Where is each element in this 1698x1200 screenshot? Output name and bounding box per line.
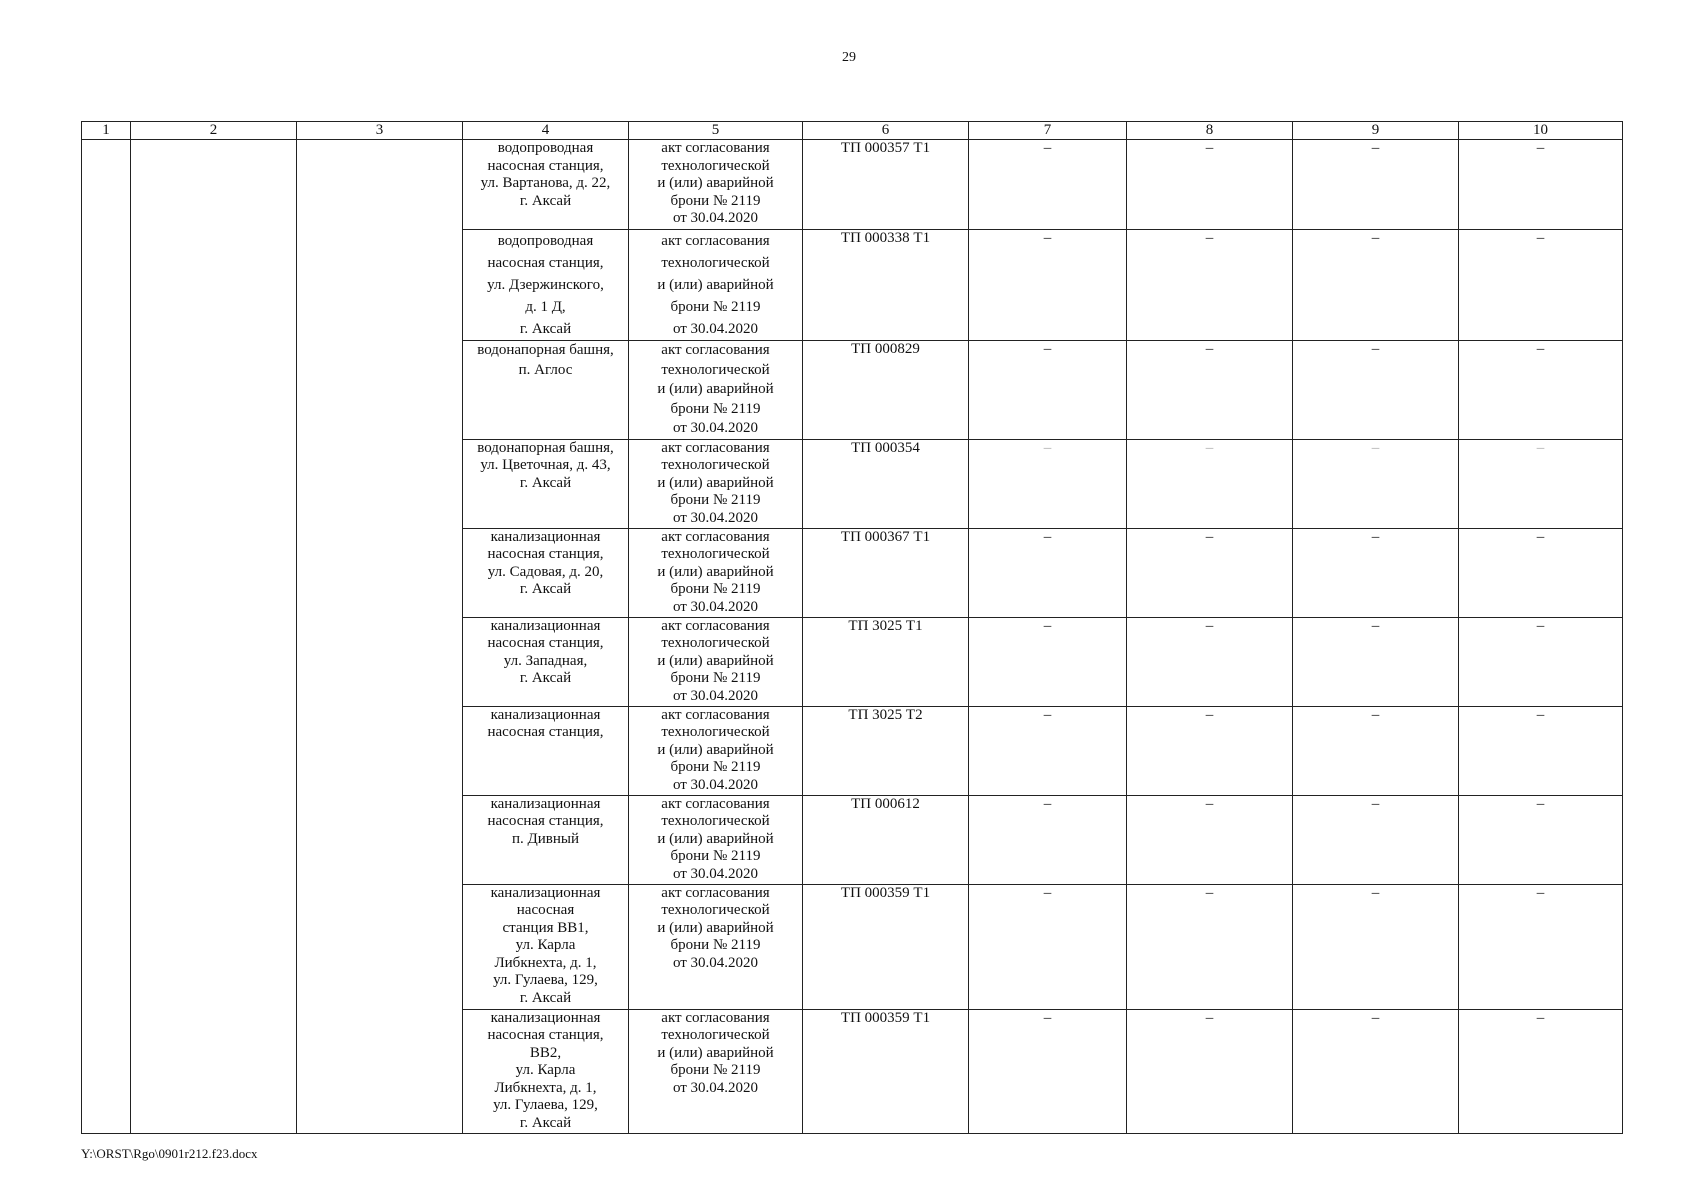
col7-cell xyxy=(969,617,1127,706)
substation-id: ТП 000359 Т1 xyxy=(840,1009,931,1026)
col8-value: – xyxy=(1205,617,1214,634)
col7-value: – xyxy=(1043,140,1052,156)
document-cell xyxy=(629,341,803,440)
col9-cell xyxy=(1293,341,1459,440)
col10-cell xyxy=(1459,884,1623,1009)
col9-value: – xyxy=(1371,617,1380,634)
substation-cell xyxy=(803,439,969,528)
column-header-10: 10 xyxy=(1459,122,1623,140)
col9-cell xyxy=(1293,1009,1459,1133)
col10-value: – xyxy=(1536,439,1545,456)
col10-cell xyxy=(1459,230,1623,341)
col9-cell xyxy=(1293,617,1459,706)
object-name: водопроводная насосная станция, ул. Вартанова, д. 22, г. Аксай xyxy=(480,140,611,209)
object-cell xyxy=(463,884,629,1009)
col10-cell xyxy=(1459,617,1623,706)
document-cell xyxy=(629,528,803,617)
col10-cell xyxy=(1459,439,1623,528)
col8-value: – xyxy=(1205,230,1214,246)
document-text: акт согласования технологической и (или) аварийной брони № 2119 от 30.04.2020 xyxy=(657,1009,774,1096)
col9-cell xyxy=(1293,528,1459,617)
column-header-4: 4 xyxy=(463,122,629,140)
col8-value: – xyxy=(1205,706,1214,723)
substation-cell xyxy=(803,1009,969,1133)
col8-cell xyxy=(1127,1009,1293,1133)
col8-cell xyxy=(1127,528,1293,617)
col10-cell xyxy=(1459,1009,1623,1133)
substation-cell xyxy=(803,884,969,1009)
col8-value: – xyxy=(1205,1009,1214,1026)
col10-cell xyxy=(1459,706,1623,795)
object-name: канализационная насосная станция, ул. Западная, г. Аксай xyxy=(487,617,604,686)
col10-cell xyxy=(1459,341,1623,440)
document-cell xyxy=(629,439,803,528)
col8-value: – xyxy=(1205,341,1214,357)
col9-value: – xyxy=(1371,439,1380,456)
object-name: водонапорная башня, п. Аглос xyxy=(477,342,614,378)
col10-cell xyxy=(1459,140,1623,230)
col9-cell xyxy=(1293,140,1459,230)
column-header-5: 5 xyxy=(629,122,803,140)
col10-value: – xyxy=(1536,617,1545,634)
document-cell xyxy=(629,230,803,341)
col9-cell xyxy=(1293,230,1459,341)
column-header-7: 7 xyxy=(969,122,1127,140)
col8-cell xyxy=(1127,230,1293,341)
document-cell xyxy=(629,1009,803,1133)
col9-cell xyxy=(1293,795,1459,884)
column-header-2: 2 xyxy=(131,122,297,140)
substation-cell xyxy=(803,528,969,617)
document-text: акт согласования технологической и (или) аварийной брони № 2119 от 30.04.2020 xyxy=(657,528,774,615)
object-name: водопроводная насосная станция, ул. Дзержинского, д. 1 Д, г. Аксай xyxy=(487,233,604,337)
substation-cell xyxy=(803,341,969,440)
col8-cell xyxy=(1127,439,1293,528)
col9-cell xyxy=(1293,706,1459,795)
col7-value: – xyxy=(1043,528,1052,545)
col10-value: – xyxy=(1536,528,1545,545)
object-cell xyxy=(463,1009,629,1133)
col7-cell xyxy=(969,439,1127,528)
col7-value: – xyxy=(1043,617,1052,634)
substation-id: ТП 000338 Т1 xyxy=(840,230,931,246)
substation-cell xyxy=(803,140,969,230)
column-number-row xyxy=(82,122,1623,140)
substation-cell xyxy=(803,230,969,341)
col7-value: – xyxy=(1043,1009,1052,1026)
col10-value: – xyxy=(1536,140,1545,156)
substation-id: ТП 000357 Т1 xyxy=(840,140,931,156)
col7-cell xyxy=(969,230,1127,341)
col7-value: – xyxy=(1043,341,1052,357)
col8-value: – xyxy=(1205,140,1214,156)
footer-file-path: Y:\ORST\Rgo\0901r212.f23.docx xyxy=(81,1146,258,1161)
object-cell xyxy=(463,230,629,341)
document-text: акт согласования технологической и (или) аварийной брони № 2119 от 30.04.2020 xyxy=(657,439,774,526)
object-cell xyxy=(463,706,629,795)
col9-value: – xyxy=(1371,341,1380,357)
column-header-9: 9 xyxy=(1293,122,1459,140)
col7-cell xyxy=(969,341,1127,440)
column-header-6: 6 xyxy=(803,122,969,140)
document-cell xyxy=(629,706,803,795)
document-text: акт согласования технологической и (или) аварийной брони № 2119 от 30.04.2020 xyxy=(657,342,774,436)
document-cell xyxy=(629,795,803,884)
column-header-3: 3 xyxy=(297,122,463,140)
col8-value: – xyxy=(1205,528,1214,545)
col7-value: – xyxy=(1043,230,1052,246)
col7-cell xyxy=(969,706,1127,795)
col8-cell xyxy=(1127,140,1293,230)
substation-id: ТП 000612 xyxy=(851,795,920,812)
col9-value: – xyxy=(1371,795,1380,812)
object-cell xyxy=(463,528,629,617)
col8-cell xyxy=(1127,341,1293,440)
column-2-merged-cell xyxy=(131,140,297,1134)
column-1-merged-cell xyxy=(82,140,131,1134)
column-header-8: 8 xyxy=(1127,122,1293,140)
col7-cell xyxy=(969,528,1127,617)
col7-value: – xyxy=(1043,706,1052,723)
col8-value: – xyxy=(1205,795,1214,812)
object-cell xyxy=(463,341,629,440)
col7-value: – xyxy=(1043,795,1052,812)
col9-value: – xyxy=(1371,528,1380,545)
col10-value: – xyxy=(1536,1009,1545,1026)
col10-value: – xyxy=(1536,230,1545,246)
object-name: канализационная насосная станция, ВВ2, ул. Карла Либкнехта, д. 1, ул. Гулаева, 129, г. Аксай xyxy=(487,1009,604,1131)
substation-id: ТП 3025 Т1 xyxy=(848,617,923,634)
document-cell xyxy=(629,140,803,230)
col7-value: – xyxy=(1043,884,1052,901)
column-3-merged-cell xyxy=(297,140,463,1134)
substation-id: ТП 000829 xyxy=(851,341,920,357)
substation-id: ТП 3025 Т2 xyxy=(848,706,923,723)
document-text: акт согласования технологической и (или) аварийной брони № 2119 от 30.04.2020 xyxy=(657,795,774,882)
col7-cell xyxy=(969,884,1127,1009)
col10-value: – xyxy=(1536,884,1545,901)
col8-cell xyxy=(1127,617,1293,706)
col8-value: – xyxy=(1205,884,1214,901)
col10-cell xyxy=(1459,795,1623,884)
substation-cell xyxy=(803,617,969,706)
object-name: канализационная насосная станция, xyxy=(487,706,604,740)
object-cell xyxy=(463,439,629,528)
column-header-1: 1 xyxy=(82,122,131,140)
object-cell xyxy=(463,795,629,884)
document-text: акт согласования технологической и (или) аварийной брони № 2119 от 30.04.2020 xyxy=(657,706,774,793)
col10-value: – xyxy=(1536,341,1545,357)
document-text: акт согласования технологической и (или) аварийной брони № 2119 от 30.04.2020 xyxy=(657,884,774,971)
col7-cell xyxy=(969,1009,1127,1133)
document-text: акт согласования технологической и (или) аварийной брони № 2119 от 30.04.2020 xyxy=(657,140,774,226)
document-text: акт согласования технологической и (или) аварийной брони № 2119 от 30.04.2020 xyxy=(657,617,774,704)
col8-cell xyxy=(1127,795,1293,884)
objects-table xyxy=(81,121,1623,1134)
col10-cell xyxy=(1459,528,1623,617)
substation-id: ТП 000367 Т1 xyxy=(840,528,931,545)
col9-value: – xyxy=(1371,140,1380,156)
document-text: акт согласования технологической и (или) аварийной брони № 2119 от 30.04.2020 xyxy=(657,233,774,337)
col9-cell xyxy=(1293,439,1459,528)
object-name: канализационная насосная станция, ул. Садовая, д. 20, г. Аксай xyxy=(487,528,604,597)
substation-cell xyxy=(803,706,969,795)
document-cell xyxy=(629,884,803,1009)
col8-cell xyxy=(1127,884,1293,1009)
col7-value: – xyxy=(1043,439,1052,456)
col7-cell xyxy=(969,140,1127,230)
object-name: канализационная насосная станция, п. Дивный xyxy=(487,795,604,847)
col9-value: – xyxy=(1371,884,1380,901)
substation-id: ТП 000359 Т1 xyxy=(840,884,931,901)
object-name: канализационная насосная станция ВВ1, ул. Карла Либкнехта, д. 1, ул. Гулаева, 129, г. Аксай xyxy=(490,884,601,1006)
col9-value: – xyxy=(1371,1009,1380,1026)
col7-cell xyxy=(969,795,1127,884)
table-row xyxy=(82,140,1623,230)
object-cell xyxy=(463,617,629,706)
document-cell xyxy=(629,617,803,706)
col10-value: – xyxy=(1536,795,1545,812)
col9-value: – xyxy=(1371,230,1380,246)
col10-value: – xyxy=(1536,706,1545,723)
object-name: водонапорная башня, ул. Цветочная, д. 43, г. Аксай xyxy=(477,439,614,491)
substation-id: ТП 000354 xyxy=(851,439,920,456)
col8-value: – xyxy=(1205,439,1214,456)
substation-cell xyxy=(803,795,969,884)
object-cell xyxy=(463,140,629,230)
col8-cell xyxy=(1127,706,1293,795)
col9-value: – xyxy=(1371,706,1380,723)
col9-cell xyxy=(1293,884,1459,1009)
page-number: 29 xyxy=(842,50,856,65)
